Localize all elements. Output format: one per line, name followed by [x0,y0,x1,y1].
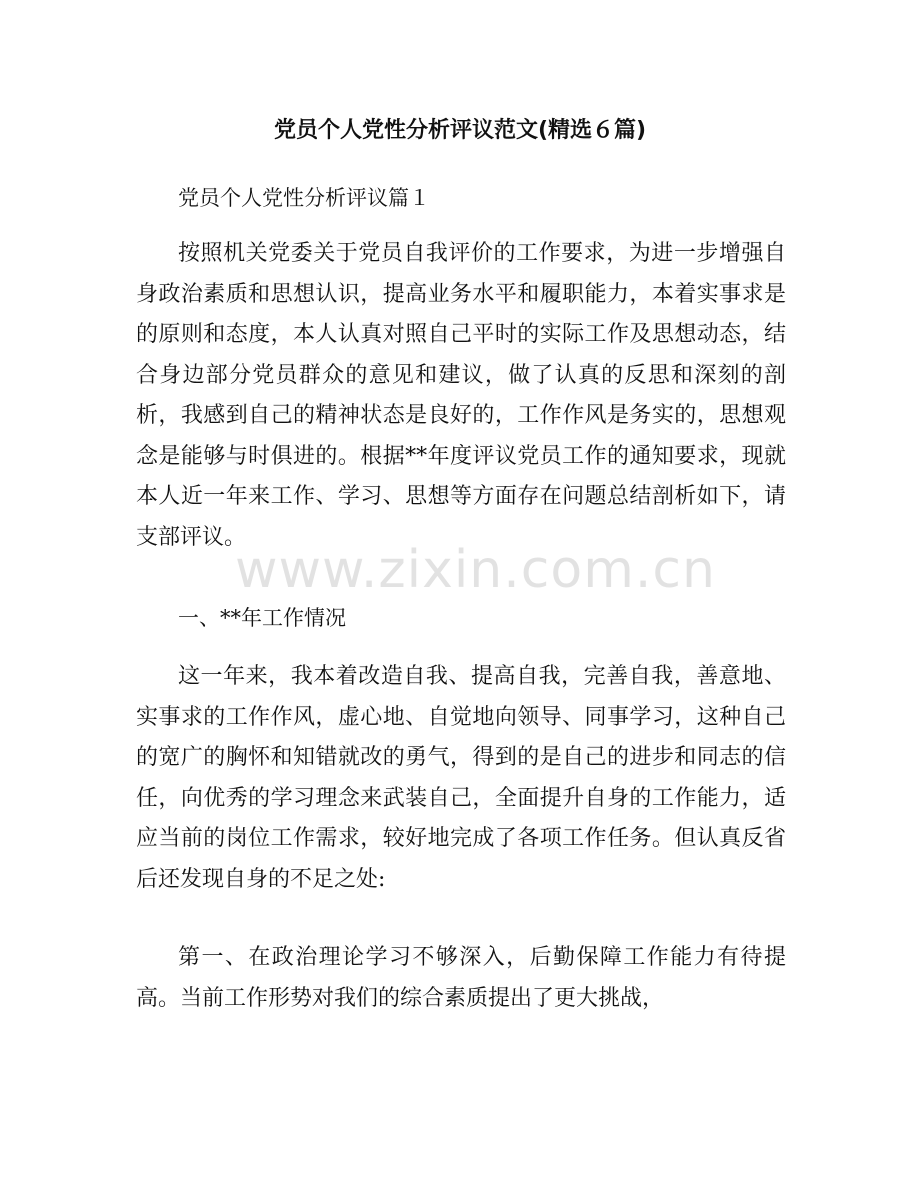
paragraph-intro: 按照机关党委关于党员自我评价的工作要求，为进一步增强自身政治素质和思想认识，提高业务水平和履职能力，本着实事求是的原则和态度，本人认真对照自己平时的实际工作及思想动态，结合身边部分党员群众的意见和建议，做了认真的反思和深刻的剖析，我感到自己的精神状态是良好的，工作作风是务实的，思想观念是能够与时俱进的。根据**年度评议党员工作的通知要求，现就本人近一年来工作、学习、思想等方面存在问题总结剖析如下，请支部评议。 [136,241,786,550]
chapter-heading: 党员个人党性分析评议篇１ [178,186,430,210]
paragraph-work-summary: 这一年来，我本着改造自我、提高自我，完善自我，善意地、实事求的工作作风，虚心地、自觉地向领导、同事学习，这种自己的宽广的胸怀和知错就改的勇气，得到的是自己的进步和同志的信任，向优秀的学习理念来武装自己，全面提升自身的工作能力，适应当前的岗位工作需求，较好地完成了各项工作任务。但认真反省后还发现自身的不足之处: [136,664,786,892]
paragraph-first-shortcoming: 第一、在政治理论学习不够深入，后勤保障工作能力有待提高。当前工作形势对我们的综合素质提出了更大挑战， [136,945,786,1011]
watermark: www.zixin.com.cn [235,540,716,600]
section-heading-work-status: 一、**年工作情况 [178,606,346,630]
document-title: 党员个人党性分析评议范文(精选６篇) [273,118,647,143]
